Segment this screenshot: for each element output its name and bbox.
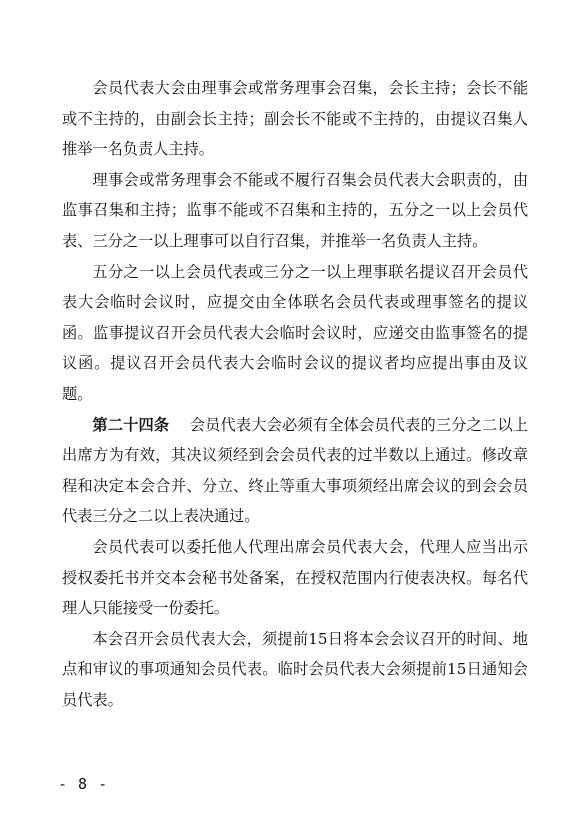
- paragraph-3: [62, 257, 528, 410]
- paragraph-text: 本会召开会员代表大会，须提前15日将本会会议召开的时间、地点和审议的事项通知会员代表。临时会员代表大会须提前15日通知会员代表。: [62, 629, 528, 709]
- paragraph-text: 理事会或常务理事会不能或不履行召集会员代表大会职责的，由监事召集和主持；监事不能或不召集和主持的，五分之一以上会员代表、三分之一以上理事可以自行召集，并推举一名负责人主持。: [62, 170, 528, 250]
- article-number: 第二十四条: [92, 415, 170, 434]
- paragraph-article-24: [62, 410, 528, 532]
- paragraph-text: 五分之一以上会员代表或三分之一以上理事联名提议召开会员代表大会临时会议时，应提交由全体联名会员代表或理事签名的提议函。监事提议召开会员代表大会临时会议时，应递交由监事签名的提议函。提议召开会员代表大会临时会议的提议者均应提出事由及议题。: [62, 262, 528, 403]
- document-body: [62, 73, 528, 715]
- paragraph-6: [62, 624, 528, 716]
- paragraph-text: 会员代表大会必须有全体会员代表的三分之二以上出席方为有效，其决议须经到会会员代表的过半数以上通过。修改章程和决定本会合并、分立、终止等重大事项须经出席会议的到会会员代表三分之二以上表决通过。: [62, 415, 529, 526]
- paragraph-text: 会员代表大会由理事会或常务理事会召集，会长主持；会长不能或不主持的，由副会长主持；副会长不能或不主持的，由提议召集人推举一名负责人主持。: [62, 79, 528, 159]
- paragraph-2: [62, 165, 528, 257]
- paragraph-text: 会员代表可以委托他人代理出席会员代表大会，代理人应当出示授权委托书并交本会秘书处备案，在授权范围内行使表决权。每名代理人只能接受一份委托。: [62, 537, 528, 618]
- paragraph-5: [62, 532, 528, 624]
- paragraph-1: [62, 73, 528, 165]
- page-number: - 8 -: [58, 775, 109, 793]
